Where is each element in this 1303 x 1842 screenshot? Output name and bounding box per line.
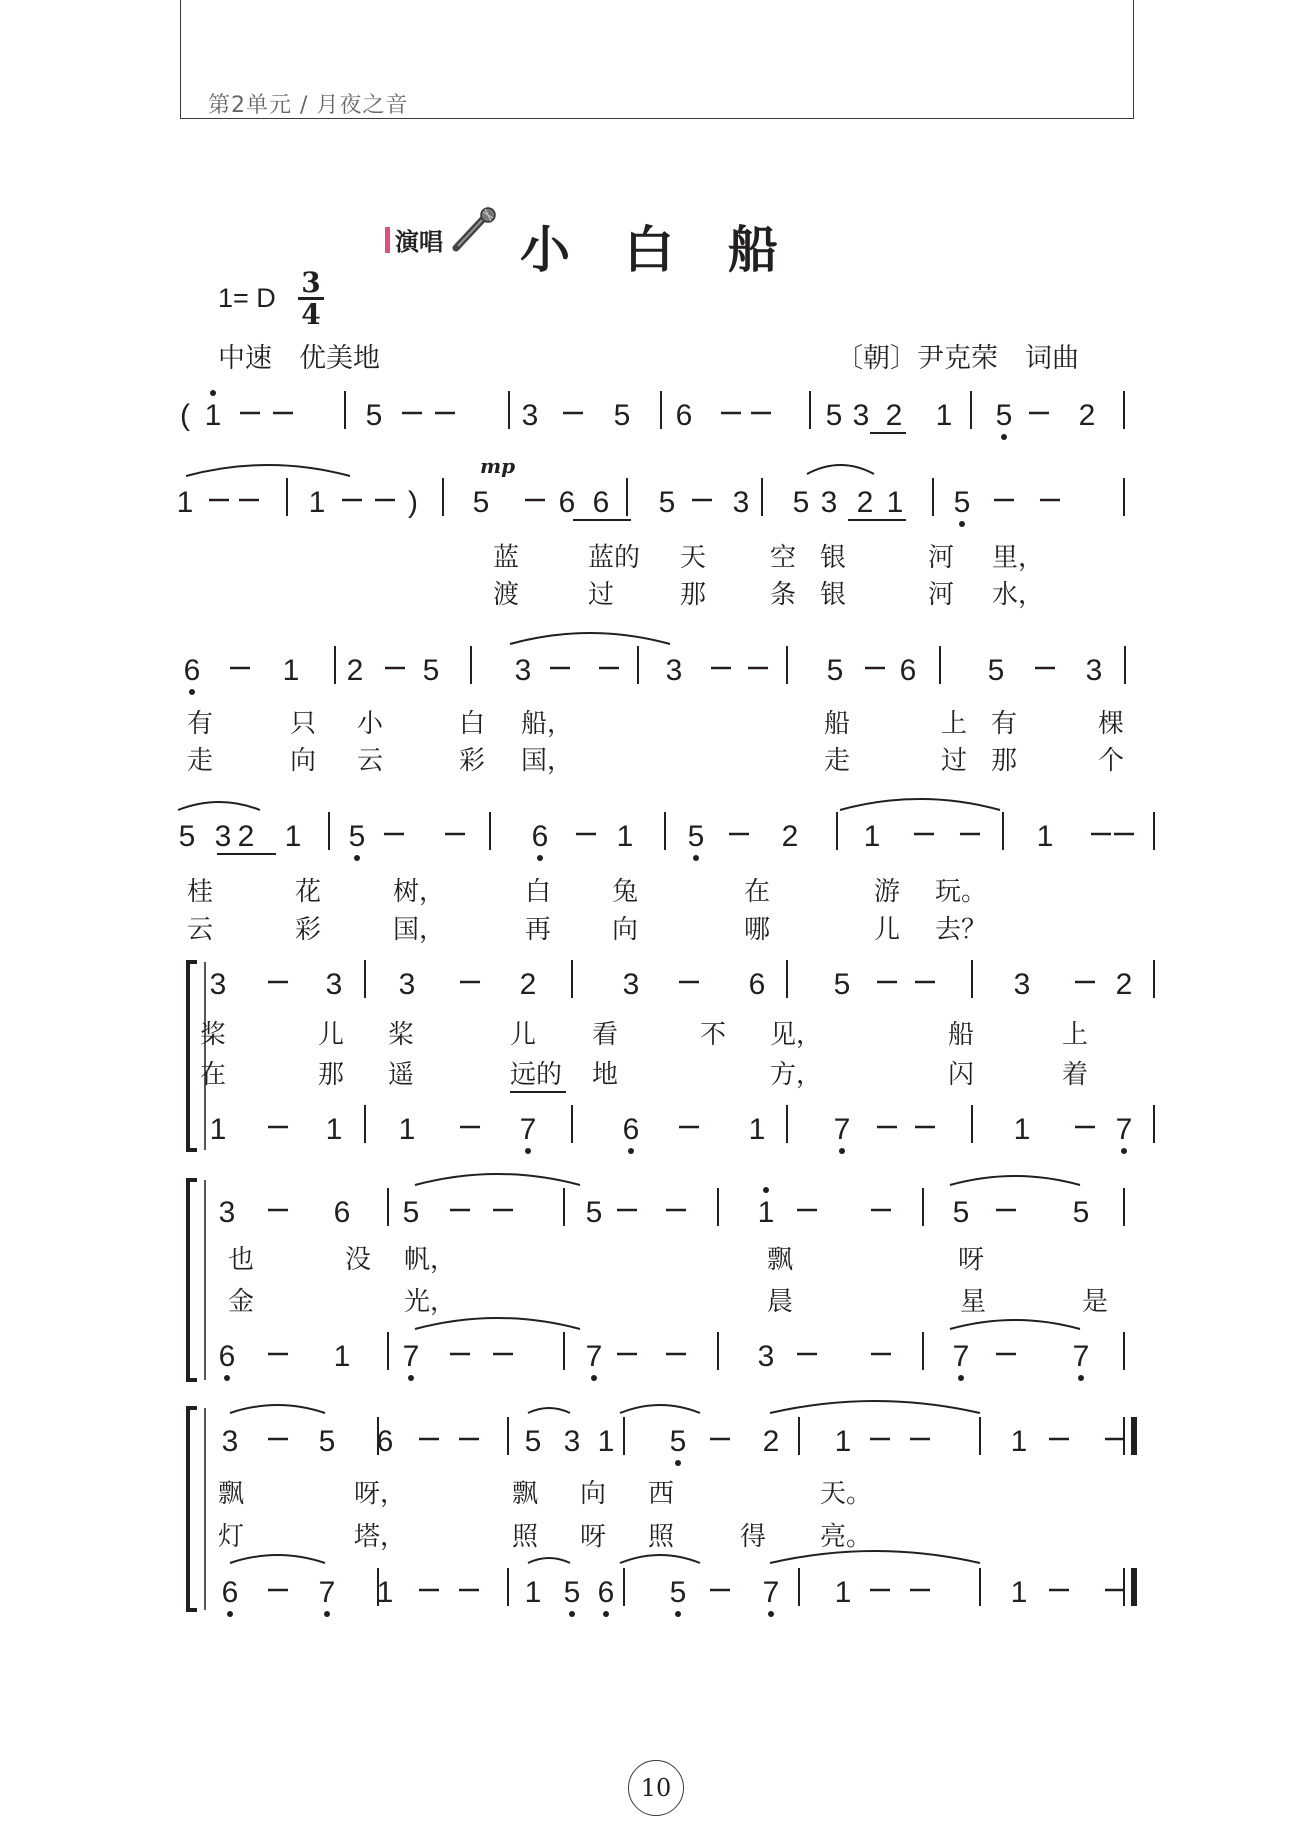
line2-note: 3 [732,486,750,519]
line7-upper-note: 5 [318,1425,336,1458]
dynamic-marking: mp [480,454,516,478]
unit-header: 第2单元 / 月夜之音 [208,93,409,118]
slur-tie [840,799,1000,810]
verse2-lyric: 河 [928,580,955,610]
verse2-lyric: 那 [991,746,1018,776]
verse1-lyric: 有 [991,709,1018,739]
verse2-lyric: 去？ [935,915,988,945]
verse2-lyric: 那 [680,580,707,610]
line3-note: 1 [282,654,300,687]
line4-low-octave-dot [537,855,543,861]
line6-lower-note: 7 [402,1340,420,1373]
verse1-lyric: 白 [525,877,552,907]
time-signature-bottom: 4 [298,297,324,329]
line4-note: 1 [284,820,302,853]
verse2-lyric: 条 [770,580,797,610]
line7-lower-final-barline [1131,1568,1137,1606]
line6-upper-note: 1 [757,1196,775,1229]
verse2-lyric: 灯 [218,1522,245,1552]
line5-upper-note: 3 [1013,968,1031,1001]
line5-lower-low-octave-dot [525,1148,531,1154]
intro-note: 5 [995,399,1013,432]
line3-note: 5 [422,654,440,687]
verse2-lyric: 彩 [295,915,322,945]
verse2-lyric: 哪 [744,915,771,945]
verse1-lyric: 棵 [1098,709,1125,739]
line3-note: 3 [665,654,683,687]
time-signature-top: 3 [301,266,321,299]
line6-lower-note: 3 [757,1340,775,1373]
line4-note: 5 [687,820,705,853]
line4-note: 2 [781,820,799,853]
line7-upper-note: 2 [762,1425,780,1458]
verse1-lyric: 看 [592,1020,619,1050]
intro-note: 2 [885,399,903,432]
verse1-lyric: 天 [680,543,707,573]
line7-upper-note: 3 [221,1425,239,1458]
line3-note: 6 [899,654,917,687]
verse2-lyric: 水， [992,580,1045,610]
line7-lower-note: 6 [221,1576,239,1609]
verse1-lyric: 树， [393,877,446,907]
line5-upper-note: 2 [519,968,537,1001]
line4-note: 1 [1036,820,1054,853]
line2-note: 2 [856,486,874,519]
line7-lower-note: 5 [669,1576,687,1609]
line2-low-octave-dot [959,521,965,527]
verse2-lyric: 过 [588,580,615,610]
line7-upper-note: 1 [597,1425,615,1458]
composer-credit: 〔朝〕尹克荣 词曲 [836,343,1079,374]
line4-note: 1 [863,820,881,853]
line3-note: 5 [826,654,844,687]
badge-label: 演唱 [395,228,443,256]
intro-note: 2 [1078,399,1096,432]
slur-tie [770,1401,980,1413]
intro-note: ( [180,399,190,432]
line7-lower-low-octave-dot [324,1611,330,1617]
verse1-lyric: 船， [521,709,574,739]
line7-lower-note: 5 [563,1576,581,1609]
page-number: 10 [628,1760,684,1816]
line6-upper-high-octave-dot [763,1187,769,1193]
line7-lower-low-octave-dot [768,1611,774,1617]
line6-lower-low-octave-dot [591,1375,597,1381]
verse1-lyric: 船 [948,1020,975,1050]
verse2-lyric: 国， [393,915,446,945]
verse2-lyric: 照 [648,1522,675,1552]
slur-tie [620,1555,700,1563]
line2-note: 3 [820,486,838,519]
line7-lower-note: 1 [376,1576,394,1609]
verse1-lyric: 飘 [218,1479,245,1509]
line7-upper-note: 5 [669,1425,687,1458]
verse1-lyric: 见， [770,1020,823,1050]
intro-note: 3 [852,399,870,432]
verse2-lyric: 遥 [388,1060,415,1090]
line4-note: 6 [531,820,549,853]
line6-upper-note: 5 [402,1196,420,1229]
line7-upper-final-barline [1131,1417,1137,1455]
line5-upper-note: 5 [833,968,851,1001]
verse1-lyric: 有 [187,709,214,739]
intro-low-octave-dot [1001,434,1007,440]
verse1-lyric: 桂 [187,877,214,907]
line5-lower-low-octave-dot [628,1148,634,1154]
line2-note: 5 [953,486,971,519]
verse1-lyric: 蓝的 [588,543,641,573]
line2-note: 6 [558,486,576,519]
verse2-lyric: 个 [1098,746,1125,776]
line6-lower-note: 7 [952,1340,970,1373]
verse1-lyric: 玩。 [935,877,988,907]
line7-lower-note: 7 [318,1576,336,1609]
line5-lower-low-octave-dot [839,1148,845,1154]
verse2-lyric: 晨 [767,1287,794,1317]
line6-upper-note: 5 [585,1196,603,1229]
verse1-lyric: 也 [228,1245,255,1275]
line6-upper-note: 5 [1072,1196,1090,1229]
verse2-lyric: 过 [941,746,968,776]
verse1-lyric: 儿 [318,1020,345,1050]
line5-lower-note: 1 [748,1113,766,1146]
line5-upper-note: 3 [622,968,640,1001]
line2-note: 5 [658,486,676,519]
verse1-lyric: 天。 [820,1479,873,1509]
verse2-lyric: 得 [740,1522,767,1552]
slur-tie [770,1551,980,1563]
intro-note: 6 [675,399,693,432]
verse1-lyric: 花 [295,877,322,907]
system-brace [188,962,197,1150]
line5-upper-note: 2 [1115,968,1133,1001]
line6-upper-note: 5 [952,1196,970,1229]
verse1-lyric: 向 [580,1479,607,1509]
intro-note: 3 [521,399,539,432]
intro-note: 5 [825,399,843,432]
slur-tie [415,1174,580,1185]
line6-upper-note: 3 [218,1196,236,1229]
verse1-lyric: 里， [992,543,1045,573]
verse2-lyric: 向 [290,746,317,776]
intro-note: 1 [935,399,953,432]
key-signature: 1= D [218,283,276,313]
line4-note: 5 [178,820,196,853]
verse2-lyric: 向 [612,915,639,945]
song-title: 小白船 [520,220,832,279]
line2-note: 5 [472,486,490,519]
line5-lower-note: 1 [1013,1113,1031,1146]
verse2-lyric: 再 [525,915,552,945]
slur-tie [807,465,874,474]
line3-note: 6 [183,654,201,687]
slur-tie [230,1555,325,1563]
line5-lower-note: 7 [1115,1113,1133,1146]
verse1-lyric: 没 [345,1245,372,1275]
line3-note: 2 [346,654,364,687]
verse2-lyric: 地 [592,1060,619,1090]
verse1-lyric: 儿 [510,1020,537,1050]
verse1-lyric: 飘 [767,1245,794,1275]
line5-upper-note: 3 [325,968,343,1001]
line6-lower-low-octave-dot [408,1375,414,1381]
slur-tie [186,465,350,476]
verse2-lyric: 彩 [459,746,486,776]
line6-lower-low-octave-dot [224,1375,230,1381]
verse1-lyric: 上 [1062,1020,1089,1050]
verse1-lyric: 桨 [200,1020,227,1050]
tempo-marking: 中速 优美地 [218,343,380,374]
line4-low-octave-dot [693,855,699,861]
verse1-lyric: 兔 [612,877,639,907]
verse1-lyric: 在 [744,877,771,907]
line7-lower-low-octave-dot [569,1611,575,1617]
line2-note: 5 [792,486,810,519]
verse2-lyric: 国， [521,746,574,776]
verse2-lyric: 走 [824,746,851,776]
line4-note: 5 [348,820,366,853]
line7-upper-note: 1 [1010,1425,1028,1458]
slur-tie [178,802,260,810]
line6-lower-note: 7 [1072,1340,1090,1373]
line2-note: 6 [592,486,610,519]
verse1-lyric: 蓝 [493,543,520,573]
line5-lower-note: 1 [325,1113,343,1146]
line3-note: 3 [514,654,532,687]
line7-lower-note: 1 [524,1576,542,1609]
verse1-lyric: 空 [770,543,797,573]
verse1-lyric: 桨 [388,1020,415,1050]
verse2-lyric: 闪 [948,1060,975,1090]
verse2-lyric: 渡 [493,580,520,610]
verse1-lyric: 游 [874,877,901,907]
line6-lower-low-octave-dot [958,1375,964,1381]
verse1-lyric: 飘 [512,1479,539,1509]
line3-low-octave-dot [189,689,195,695]
line7-lower-low-octave-dot [675,1611,681,1617]
verse2-lyric: 塔， [354,1522,407,1552]
verse2-lyric: 云 [187,915,214,945]
line6-lower-note: 7 [585,1340,603,1373]
line6-lower-note: 6 [218,1340,236,1373]
verse1-lyric: 西 [648,1479,675,1509]
line7-upper-low-octave-dot [675,1460,681,1466]
slur-tie [230,1405,325,1413]
verse1-lyric: 帆， [404,1245,457,1275]
slur-tie [950,1320,1080,1329]
line4-low-octave-dot [354,855,360,861]
line7-upper-note: 6 [376,1425,394,1458]
verse1-lyric: 船 [824,709,851,739]
slur-tie [528,1558,570,1563]
slur-tie [528,1408,570,1413]
line2-note: ) [408,486,418,519]
line5-upper-note: 3 [209,968,227,1001]
line7-lower-note: 7 [762,1576,780,1609]
verse2-lyric: 是 [1082,1287,1109,1317]
verse2-lyric: 儿 [874,915,901,945]
intro-note: 1 [204,399,222,432]
verse1-lyric: 上 [941,709,968,739]
verse1-lyric: 只 [290,709,317,739]
verse1-lyric: 白 [459,709,486,739]
verse1-lyric: 呀 [958,1245,985,1275]
line4-note: 1 [616,820,634,853]
verse1-lyric: 河 [928,543,955,573]
line5-lower-note: 7 [833,1113,851,1146]
verse2-lyric: 那 [318,1060,345,1090]
system-brace [188,1408,197,1610]
line5-lower-note: 7 [519,1113,537,1146]
line6-lower-low-octave-dot [1078,1375,1084,1381]
verse1-lyric: 银 [820,543,847,573]
slur-tie [510,633,670,644]
line5-lower-note: 6 [622,1113,640,1146]
verse2-lyric: 着 [1062,1060,1089,1090]
line4-note: 2 [237,820,255,853]
line7-lower-note: 1 [834,1576,852,1609]
line3-note: 5 [987,654,1005,687]
slur-tie [950,1176,1080,1185]
intro-high-octave-dot [210,390,216,396]
verse2-lyric: 在 [200,1060,227,1090]
line3-note: 3 [1085,654,1103,687]
line2-note: 1 [308,486,326,519]
verse2-lyric: 银 [820,580,847,610]
verse2-lyric: 金 [228,1287,255,1317]
intro-note: 5 [613,399,631,432]
verse2-lyric: 远的 [510,1060,563,1090]
verse2-lyric: 星 [960,1287,987,1317]
line7-lower-note: 6 [597,1576,615,1609]
line7-upper-note: 1 [834,1425,852,1458]
line5-lower-low-octave-dot [1121,1148,1127,1154]
line5-upper-note: 6 [748,968,766,1001]
verse2-lyric: 云 [357,746,384,776]
verse2-lyric: 光， [404,1287,457,1317]
verse2-lyric: 呀 [580,1522,607,1552]
line5-lower-note: 1 [209,1113,227,1146]
slur-tie [620,1405,700,1413]
intro-note: 5 [365,399,383,432]
line7-lower-note: 1 [1010,1576,1028,1609]
verse2-lyric: 亮。 [820,1522,873,1552]
verse2-lyric: 走 [187,746,214,776]
verse1-lyric: 小 [357,709,384,739]
line4-note: 3 [214,820,232,853]
line5-upper-note: 3 [398,968,416,1001]
line2-note: 1 [176,486,194,519]
verse1-lyric: 不 [700,1020,727,1050]
line7-upper-note: 3 [563,1425,581,1458]
line7-upper-note: 5 [524,1425,542,1458]
line7-lower-low-octave-dot [603,1611,609,1617]
verse1-lyric: 呀， [354,1479,407,1509]
verse2-lyric: 方， [770,1060,823,1090]
line6-lower-note: 1 [333,1340,351,1373]
system-brace [188,1180,197,1380]
slur-tie [415,1318,580,1329]
line2-note: 1 [886,486,904,519]
line6-upper-note: 6 [333,1196,351,1229]
verse2-lyric: 照 [512,1522,539,1552]
line5-lower-note: 1 [398,1113,416,1146]
line7-lower-low-octave-dot [227,1611,233,1617]
